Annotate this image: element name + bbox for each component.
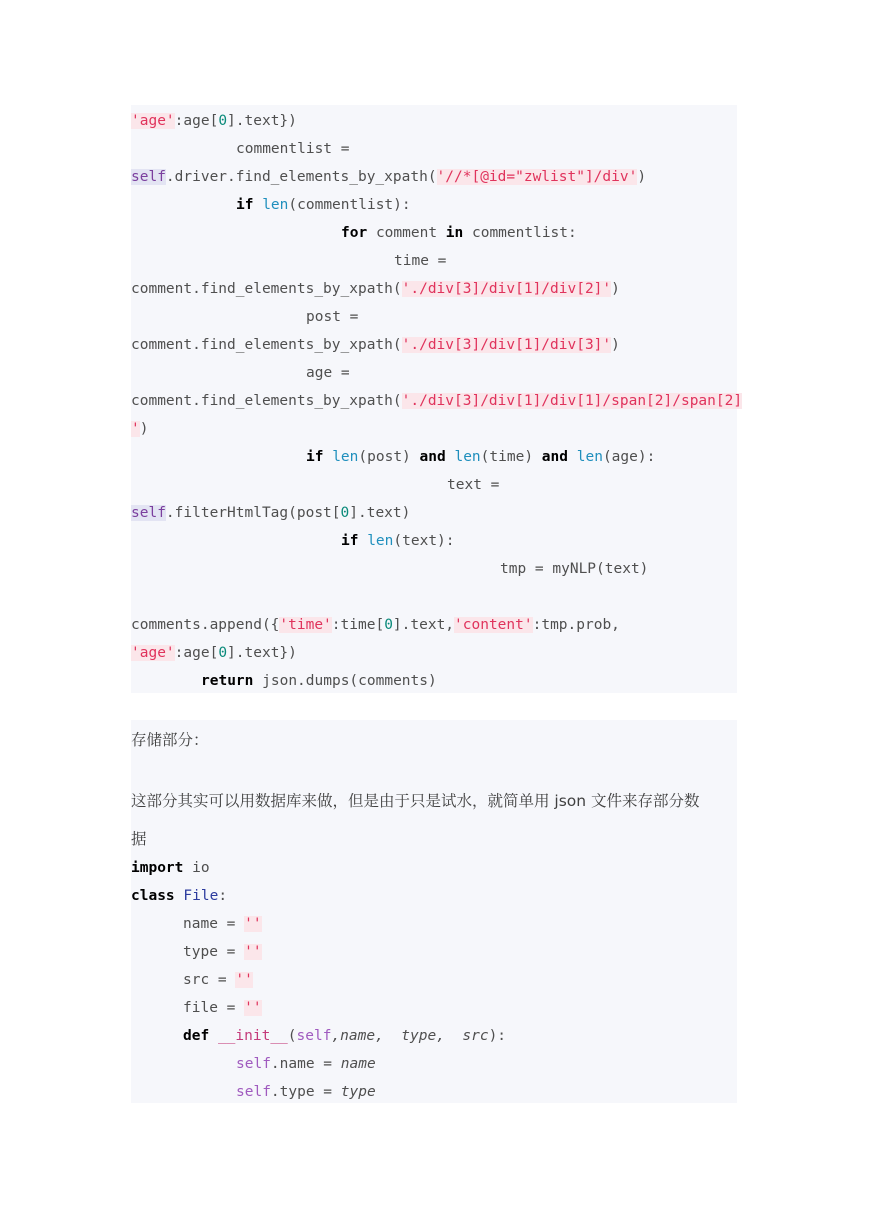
builtin-function: len	[262, 197, 289, 213]
code-line	[131, 163, 646, 191]
code-text: type =	[183, 944, 236, 960]
string-literal: 'content'	[454, 617, 533, 633]
code-text: :	[218, 888, 228, 904]
code-text: io	[192, 860, 210, 876]
code-text: )	[611, 337, 620, 353]
code-text: .name =	[270, 1056, 333, 1072]
code-line	[131, 107, 297, 135]
code-text: ):	[488, 1028, 507, 1044]
code-text: commentlist:	[471, 225, 577, 241]
code-line	[183, 966, 253, 994]
code-block-file-class	[131, 855, 737, 1103]
code-text: name =	[183, 916, 236, 932]
code-text: ].text})	[227, 113, 297, 129]
self-keyword: self	[296, 1028, 332, 1044]
string-literal: '//*[@id="zwlist"]/div'	[436, 169, 638, 185]
code-line	[131, 639, 297, 667]
parameter-list: ,name, type, src	[331, 1028, 489, 1044]
code-line	[306, 303, 358, 331]
code-text: .type =	[270, 1084, 333, 1100]
code-text: ].text)	[349, 505, 411, 521]
code-text: )	[637, 169, 647, 185]
code-line	[236, 1078, 376, 1106]
code-text: comment.find_elements_by_xpath(	[131, 281, 402, 297]
code-text: age =	[306, 365, 350, 381]
code-text: :time[	[331, 617, 385, 633]
parameter: type	[340, 1084, 376, 1100]
function-name: __init__	[217, 1028, 288, 1044]
storage-section	[131, 720, 737, 855]
parameter: name	[340, 1056, 376, 1072]
keyword: if	[236, 197, 254, 213]
number-literal: 0	[218, 113, 228, 129]
code-text: comment	[375, 225, 438, 241]
code-line	[131, 387, 742, 415]
keyword: if	[341, 533, 359, 549]
code-text: (	[287, 1028, 297, 1044]
keyword: return	[201, 673, 254, 689]
code-text: .driver.find_elements_by_xpath(	[165, 169, 437, 185]
string-literal: './div[3]/div[1]/div[3]'	[401, 337, 612, 353]
code-line	[131, 275, 620, 303]
code-text: time =	[394, 253, 447, 269]
code-text: (commentlist):	[288, 197, 411, 213]
string-literal: ''	[244, 944, 262, 960]
code-text: comment.find_elements_by_xpath(	[131, 393, 402, 409]
code-text: text =	[447, 477, 500, 493]
code-line	[131, 882, 227, 910]
class-name: File	[183, 888, 219, 904]
keyword: def	[183, 1028, 210, 1044]
code-line	[183, 938, 262, 966]
self-keyword: self	[236, 1084, 271, 1100]
builtin-function: len	[576, 449, 603, 465]
code-line	[131, 854, 210, 882]
builtin-function: len	[454, 449, 481, 465]
string-literal: ''	[235, 972, 253, 988]
code-text: :age[	[174, 645, 219, 661]
code-text: file =	[183, 1000, 236, 1016]
code-line	[306, 359, 350, 387]
string-literal: ''	[244, 916, 262, 932]
self-keyword: self	[131, 169, 166, 185]
builtin-function: len	[367, 533, 394, 549]
code-line	[447, 471, 499, 499]
code-text: comment.find_elements_by_xpath(	[131, 337, 402, 353]
keyword: import	[131, 860, 184, 876]
string-literal: './div[3]/div[1]/div[1]/span[2]/span[2]	[401, 393, 743, 409]
number-literal: 0	[384, 617, 393, 633]
code-line	[500, 555, 648, 583]
code-line	[394, 247, 446, 275]
code-text: (post)	[358, 449, 411, 465]
code-line	[183, 994, 262, 1022]
code-line	[306, 443, 655, 471]
paragraph-line: 这部分其实可以用数据库来做，但是由于只是试水，就简单用 json 文件来存部分数	[131, 792, 700, 810]
code-text: ].text,	[392, 617, 455, 633]
code-line	[131, 611, 620, 639]
code-text: :tmp.prob,	[532, 617, 620, 633]
self-keyword: self	[236, 1056, 271, 1072]
number-literal: 0	[340, 505, 350, 521]
code-line	[183, 910, 262, 938]
keyword: and	[419, 449, 446, 465]
code-text: (age):	[602, 449, 656, 465]
code-line	[236, 1050, 376, 1078]
string-literal: './div[3]/div[1]/div[2]'	[401, 281, 612, 297]
code-text: )	[611, 281, 620, 297]
code-text: :age[	[174, 113, 219, 129]
paragraph-line: 据	[131, 830, 147, 848]
code-line	[131, 499, 410, 527]
code-block-scraper	[131, 105, 743, 693]
keyword: and	[541, 449, 568, 465]
code-text: ].text})	[227, 645, 297, 661]
builtin-function: len	[332, 449, 359, 465]
code-text: src =	[183, 972, 227, 988]
keyword: in	[445, 225, 464, 241]
code-line	[183, 1022, 506, 1050]
code-line	[131, 415, 148, 443]
code-text: .filterHtmlTag(post[	[165, 505, 341, 521]
code-text: post =	[306, 309, 359, 325]
string-literal: ''	[244, 1000, 262, 1016]
section-heading: 存储部分：	[131, 731, 209, 749]
self-keyword: self	[131, 505, 166, 521]
keyword: class	[131, 888, 175, 904]
code-text: comments.append({	[131, 617, 280, 633]
string-literal: 'age'	[131, 113, 175, 129]
code-text: (time)	[480, 449, 534, 465]
code-line	[201, 667, 437, 695]
code-line	[236, 191, 411, 219]
string-literal: 'age'	[131, 645, 175, 661]
code-text: json.dumps(comments)	[262, 673, 437, 689]
code-text: tmp = myNLP(text)	[500, 561, 649, 577]
code-text: )	[139, 421, 149, 437]
code-line	[341, 219, 577, 247]
keyword: if	[306, 449, 324, 465]
string-literal: '	[131, 421, 140, 437]
code-text: commentlist =	[236, 141, 350, 157]
code-line	[341, 527, 455, 555]
code-line	[236, 135, 350, 163]
code-line	[131, 331, 620, 359]
code-text: (text):	[393, 533, 455, 549]
number-literal: 0	[218, 645, 228, 661]
string-literal: 'time'	[279, 617, 332, 633]
keyword: for	[341, 225, 368, 241]
